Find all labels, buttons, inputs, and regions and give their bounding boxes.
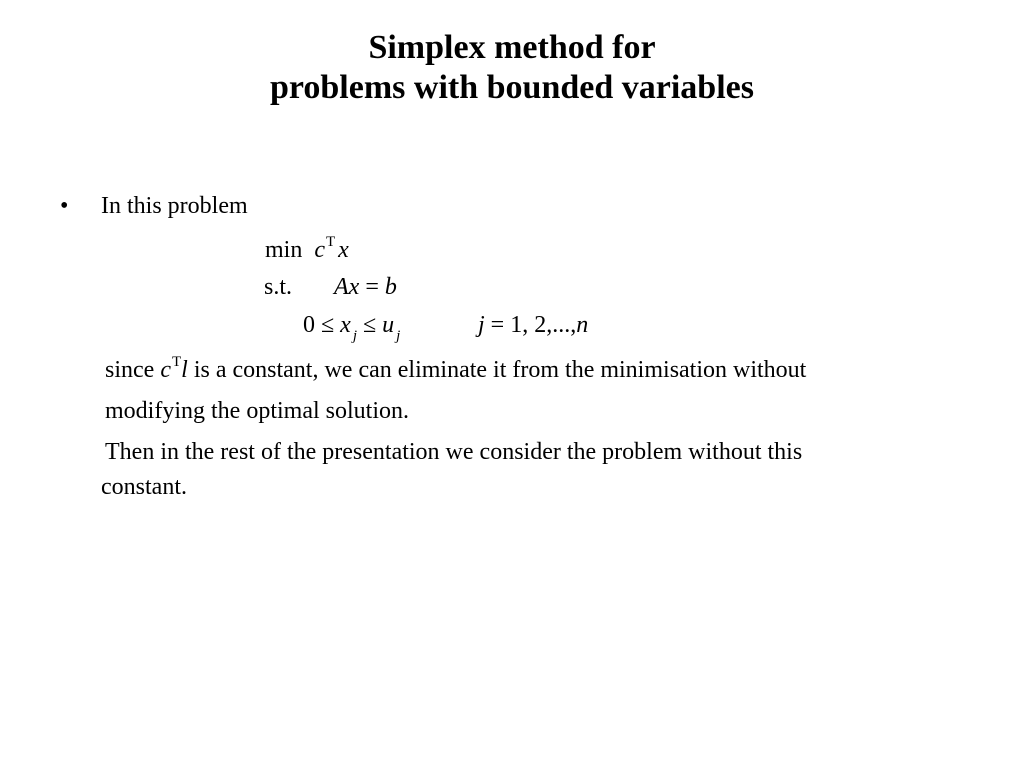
- bullet-text: In this problem: [101, 193, 248, 219]
- index-values: 1, 2,...,: [510, 312, 577, 338]
- objective-c: c: [314, 237, 325, 263]
- constraint-rhs: b: [384, 274, 397, 300]
- constraint-eq: =: [365, 274, 379, 300]
- paragraph-2-line-1: Then in the rest of the presentation we consider the problem without this: [105, 439, 803, 465]
- para1-l: l: [181, 357, 188, 383]
- para1-c: c: [160, 357, 171, 383]
- bound-u: u: [382, 312, 395, 338]
- bound-x-sub: j: [352, 328, 357, 344]
- bound-lower: 0: [303, 312, 315, 338]
- slide-title: [0, 28, 1024, 108]
- objective-line: [265, 236, 349, 267]
- index-range: [478, 311, 588, 339]
- title-line-2: problems with bounded variables: [270, 69, 754, 106]
- objective-transpose: T: [326, 234, 336, 250]
- st-label: s.t.: [264, 274, 293, 300]
- para1-rest: is a constant, we can eliminate it from the minimisation without: [187, 357, 807, 383]
- title-line-1: Simplex method for: [368, 29, 656, 66]
- para1-transpose: T: [171, 354, 182, 370]
- constraint-line: [264, 273, 292, 301]
- paragraph-1-line-2: modifying the optimal solution.: [105, 398, 409, 424]
- bound-le-2: ≤: [363, 312, 377, 338]
- para1-prefix: since: [105, 357, 161, 383]
- min-label: min: [265, 237, 303, 263]
- bounds-line: [303, 311, 400, 342]
- bound-u-sub: j: [396, 328, 401, 344]
- bound-le-1: ≤: [321, 312, 335, 338]
- paragraph-2-line-2: constant.: [101, 474, 187, 500]
- constraint-equation: [334, 273, 397, 301]
- index-eq: =: [490, 312, 505, 338]
- bound-x: x: [340, 312, 351, 338]
- constraint-lhs: Ax: [334, 274, 360, 300]
- bullet-icon: •: [60, 193, 69, 219]
- index-n: n: [576, 312, 589, 338]
- paragraph-1-line-1: [105, 356, 806, 387]
- index-j: j: [478, 312, 485, 338]
- objective-x: x: [338, 237, 349, 263]
